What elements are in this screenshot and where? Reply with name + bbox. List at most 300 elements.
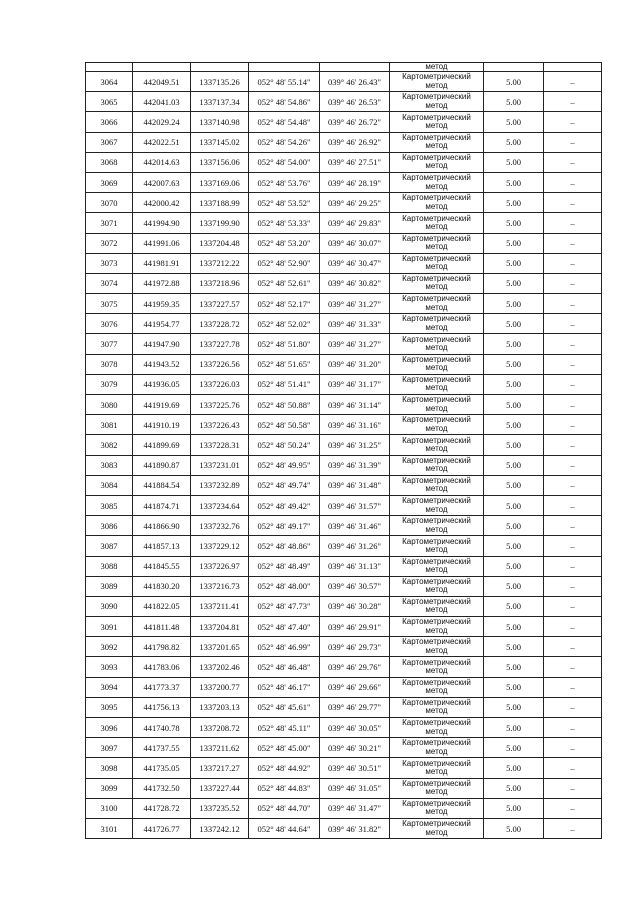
table-row	[86, 617, 602, 637]
latitude-cell: 052° 48' 51.41"	[249, 374, 320, 394]
method-line-1: Картометрический	[402, 112, 471, 122]
point-number-cell: 3073	[86, 253, 133, 273]
x-coordinate-cell: 441994.90	[133, 213, 191, 233]
method-cell	[390, 758, 484, 778]
table-cell	[191, 63, 249, 72]
accuracy-cell: 5.00	[484, 576, 544, 596]
y-coordinate-cell: 1337227.44	[191, 778, 249, 798]
y-coordinate-cell: 1337169.06	[191, 172, 249, 192]
note-cell: –	[544, 415, 602, 435]
x-coordinate-cell: 442014.63	[133, 152, 191, 172]
x-coordinate-cell: 442007.63	[133, 172, 191, 192]
x-coordinate-cell: 441959.35	[133, 294, 191, 314]
method-line-1: Картометрический	[402, 576, 471, 586]
method-line-1: Картометрический	[402, 233, 471, 243]
accuracy-cell: 5.00	[484, 536, 544, 556]
table-cell	[484, 63, 544, 72]
accuracy-cell: 5.00	[484, 152, 544, 172]
accuracy-cell: 5.00	[484, 294, 544, 314]
table-row	[86, 435, 602, 455]
y-coordinate-cell: 1337226.43	[191, 415, 249, 435]
latitude-cell: 052° 48' 44.92"	[249, 758, 320, 778]
latitude-cell: 052° 48' 52.61"	[249, 273, 320, 293]
table-row	[86, 475, 602, 495]
method-line-1: Картометрический	[402, 738, 471, 748]
point-number-cell: 3101	[86, 818, 133, 838]
longitude-cell: 039° 46' 31.27"	[320, 334, 390, 354]
method-line-2: метод	[425, 343, 448, 353]
x-coordinate-cell: 441728.72	[133, 798, 191, 818]
x-coordinate-cell: 441899.69	[133, 435, 191, 455]
point-number-cell: 3079	[86, 374, 133, 394]
method-line-1: Картометрический	[402, 92, 471, 102]
note-cell: –	[544, 92, 602, 112]
method-line-1: Картометрический	[402, 415, 471, 425]
longitude-cell: 039° 46' 29.76"	[320, 657, 390, 677]
longitude-cell: 039° 46' 31.14"	[320, 395, 390, 415]
table-row	[86, 193, 602, 213]
x-coordinate-cell: 441936.05	[133, 374, 191, 394]
note-cell: –	[544, 738, 602, 758]
y-coordinate-cell: 1337208.72	[191, 718, 249, 738]
longitude-cell: 039° 46' 30.21"	[320, 738, 390, 758]
point-number-cell: 3086	[86, 516, 133, 536]
latitude-cell: 052° 48' 51.80"	[249, 334, 320, 354]
method-cell	[390, 415, 484, 435]
x-coordinate-cell: 441756.13	[133, 697, 191, 717]
method-cell	[390, 556, 484, 576]
method-cell	[390, 435, 484, 455]
table-row	[86, 92, 602, 112]
table-row	[86, 273, 602, 293]
method-line-2: метод	[425, 201, 448, 211]
longitude-cell: 039° 46' 28.19"	[320, 172, 390, 192]
y-coordinate-cell: 1337211.62	[191, 738, 249, 758]
x-coordinate-cell: 441866.90	[133, 516, 191, 536]
point-number-cell: 3076	[86, 314, 133, 334]
accuracy-cell: 5.00	[484, 778, 544, 798]
method-line-2: метод	[425, 787, 448, 797]
longitude-cell: 039° 46' 29.66"	[320, 677, 390, 697]
point-number-cell: 3090	[86, 596, 133, 616]
longitude-cell: 039° 46' 31.47"	[320, 798, 390, 818]
method-cell	[390, 334, 484, 354]
method-line-1: Картометрический	[402, 637, 471, 647]
x-coordinate-cell: 441845.55	[133, 556, 191, 576]
accuracy-cell: 5.00	[484, 233, 544, 253]
method-line-1: Картометрический	[402, 152, 471, 162]
note-cell: –	[544, 152, 602, 172]
method-cell	[390, 617, 484, 637]
latitude-cell: 052° 48' 44.83"	[249, 778, 320, 798]
method-cell	[390, 92, 484, 112]
note-cell: –	[544, 132, 602, 152]
method-cell	[390, 72, 484, 92]
table-row	[86, 72, 602, 92]
y-coordinate-cell: 1337135.26	[191, 72, 249, 92]
latitude-cell: 052° 48' 54.86"	[249, 92, 320, 112]
latitude-cell: 052° 48' 49.95"	[249, 455, 320, 475]
accuracy-cell: 5.00	[484, 475, 544, 495]
note-cell: –	[544, 758, 602, 778]
x-coordinate-cell: 441981.91	[133, 253, 191, 273]
note-cell: –	[544, 354, 602, 374]
point-number-cell: 3096	[86, 718, 133, 738]
method-line-2: метод	[425, 827, 448, 837]
longitude-cell: 039° 46' 31.20"	[320, 354, 390, 374]
x-coordinate-cell: 441740.78	[133, 718, 191, 738]
method-line-2: метод	[425, 262, 448, 272]
accuracy-cell: 5.00	[484, 798, 544, 818]
method-cell	[390, 253, 484, 273]
table-cell	[86, 63, 133, 72]
accuracy-cell: 5.00	[484, 697, 544, 717]
method-cell	[390, 818, 484, 838]
method-cell	[390, 233, 484, 253]
method-line-2: метод	[425, 383, 448, 393]
point-number-cell: 3098	[86, 758, 133, 778]
method-line-2: метод	[425, 686, 448, 696]
accuracy-cell: 5.00	[484, 596, 544, 616]
note-cell: –	[544, 576, 602, 596]
table-row	[86, 233, 602, 253]
latitude-cell: 052° 48' 52.17"	[249, 294, 320, 314]
y-coordinate-cell: 1337226.97	[191, 556, 249, 576]
y-coordinate-cell: 1337232.76	[191, 516, 249, 536]
latitude-cell: 052° 48' 53.52"	[249, 193, 320, 213]
method-line-2: метод	[425, 565, 448, 575]
method-line-2: метод	[425, 423, 448, 433]
point-number-cell: 3068	[86, 152, 133, 172]
longitude-cell: 039° 46' 31.82"	[320, 818, 390, 838]
point-number-cell: 3077	[86, 334, 133, 354]
note-cell: –	[544, 253, 602, 273]
latitude-cell: 052° 48' 46.17"	[249, 677, 320, 697]
method-line-1: Картометрический	[402, 819, 471, 829]
x-coordinate-cell: 441884.54	[133, 475, 191, 495]
table-row	[86, 718, 602, 738]
method-line-2: метод	[425, 484, 448, 494]
method-cell	[390, 697, 484, 717]
y-coordinate-cell: 1337204.81	[191, 617, 249, 637]
method-line-2: метод	[425, 443, 448, 453]
method-line-1: Картометрический	[402, 173, 471, 183]
latitude-cell: 052° 48' 53.20"	[249, 233, 320, 253]
method-line-2: метод	[425, 302, 448, 312]
note-cell: –	[544, 596, 602, 616]
note-cell: –	[544, 273, 602, 293]
accuracy-cell: 5.00	[484, 617, 544, 637]
table-row	[86, 798, 602, 818]
method-line-1: Картометрический	[402, 395, 471, 405]
x-coordinate-cell: 441857.13	[133, 536, 191, 556]
table-row	[86, 738, 602, 758]
latitude-cell: 052° 48' 52.02"	[249, 314, 320, 334]
longitude-cell: 039° 46' 30.05"	[320, 718, 390, 738]
point-number-cell: 3064	[86, 72, 133, 92]
longitude-cell: 039° 46' 30.57"	[320, 576, 390, 596]
longitude-cell: 039° 46' 26.72"	[320, 112, 390, 132]
method-cell	[390, 677, 484, 697]
method-line-1: Картометрический	[402, 677, 471, 687]
method-line-1: Картометрический	[402, 475, 471, 485]
point-number-cell: 3097	[86, 738, 133, 758]
table-row	[86, 758, 602, 778]
table-row	[86, 576, 602, 596]
latitude-cell: 052° 48' 48.00"	[249, 576, 320, 596]
table-row	[86, 152, 602, 172]
accuracy-cell: 5.00	[484, 314, 544, 334]
latitude-cell: 052° 48' 46.99"	[249, 637, 320, 657]
method-cell	[390, 536, 484, 556]
x-coordinate-cell: 441947.90	[133, 334, 191, 354]
latitude-cell: 052° 48' 48.86"	[249, 536, 320, 556]
method-line-1: Картометрический	[402, 72, 471, 82]
method-cell	[390, 637, 484, 657]
accuracy-cell: 5.00	[484, 374, 544, 394]
accuracy-cell: 5.00	[484, 718, 544, 738]
point-number-cell: 3078	[86, 354, 133, 374]
longitude-cell: 039° 46' 31.33"	[320, 314, 390, 334]
method-line-2: метод	[425, 504, 448, 514]
method-line-1: Картометрический	[402, 516, 471, 526]
table-row	[86, 415, 602, 435]
accuracy-cell: 5.00	[484, 253, 544, 273]
method-line-1: Картометрический	[402, 193, 471, 203]
table-row	[86, 778, 602, 798]
point-number-cell: 3081	[86, 415, 133, 435]
accuracy-cell: 5.00	[484, 92, 544, 112]
longitude-cell: 039° 46' 31.39"	[320, 455, 390, 475]
method-cell	[390, 596, 484, 616]
accuracy-cell: 5.00	[484, 334, 544, 354]
note-cell: –	[544, 818, 602, 838]
y-coordinate-cell: 1337226.03	[191, 374, 249, 394]
accuracy-cell: 5.00	[484, 415, 544, 435]
method-line-1: Картометрический	[402, 213, 471, 223]
method-line-2: метод	[425, 403, 448, 413]
longitude-cell: 039° 46' 31.27"	[320, 294, 390, 314]
note-cell: –	[544, 798, 602, 818]
method-line-1: Картометрический	[402, 718, 471, 728]
table-row	[86, 334, 602, 354]
note-cell: –	[544, 395, 602, 415]
latitude-cell: 052° 48' 54.26"	[249, 132, 320, 152]
x-coordinate-cell: 441943.52	[133, 354, 191, 374]
note-cell: –	[544, 193, 602, 213]
method-cell	[390, 112, 484, 132]
point-number-cell: 3065	[86, 92, 133, 112]
method-line-1: Картометрический	[402, 536, 471, 546]
longitude-cell: 039° 46' 31.46"	[320, 516, 390, 536]
method-line-2: метод	[425, 726, 448, 736]
accuracy-cell: 5.00	[484, 677, 544, 697]
method-cell	[390, 294, 484, 314]
note-cell: –	[544, 112, 602, 132]
x-coordinate-cell: 441874.71	[133, 495, 191, 515]
accuracy-cell: 5.00	[484, 213, 544, 233]
x-coordinate-cell: 441910.19	[133, 415, 191, 435]
latitude-cell: 052° 48' 55.14"	[249, 72, 320, 92]
longitude-cell: 039° 46' 30.28"	[320, 596, 390, 616]
y-coordinate-cell: 1337203.13	[191, 697, 249, 717]
method-line-2: метод	[425, 524, 448, 534]
method-cell	[390, 132, 484, 152]
method-cell	[390, 718, 484, 738]
method-line-2: метод	[425, 666, 448, 676]
method-line-2: метод	[425, 585, 448, 595]
y-coordinate-cell: 1337227.57	[191, 294, 249, 314]
x-coordinate-cell: 441954.77	[133, 314, 191, 334]
latitude-cell: 052° 48' 45.11"	[249, 718, 320, 738]
longitude-cell: 039° 46' 29.77"	[320, 697, 390, 717]
point-number-cell: 3072	[86, 233, 133, 253]
table-cell	[133, 63, 191, 72]
longitude-cell: 039° 46' 31.13"	[320, 556, 390, 576]
longitude-cell: 039° 46' 31.05"	[320, 778, 390, 798]
latitude-cell: 052° 48' 50.58"	[249, 415, 320, 435]
longitude-cell: 039° 46' 26.53"	[320, 92, 390, 112]
x-coordinate-cell: 441798.82	[133, 637, 191, 657]
note-cell: –	[544, 294, 602, 314]
longitude-cell: 039° 46' 29.83"	[320, 213, 390, 233]
method-line-2: метод	[425, 80, 448, 90]
method-line-2: метод	[425, 464, 448, 474]
method-cell	[390, 798, 484, 818]
table-row	[86, 253, 602, 273]
longitude-cell: 039° 46' 31.17"	[320, 374, 390, 394]
latitude-cell: 052° 48' 45.61"	[249, 697, 320, 717]
y-coordinate-cell: 1337212.22	[191, 253, 249, 273]
note-cell: –	[544, 374, 602, 394]
point-number-cell: 3082	[86, 435, 133, 455]
point-number-cell: 3074	[86, 273, 133, 293]
note-cell: –	[544, 697, 602, 717]
method-line-1: Картометрический	[402, 354, 471, 364]
table-row	[86, 516, 602, 536]
longitude-cell: 039° 46' 30.51"	[320, 758, 390, 778]
longitude-cell: 039° 46' 30.82"	[320, 273, 390, 293]
latitude-cell: 052° 48' 46.48"	[249, 657, 320, 677]
note-cell: –	[544, 233, 602, 253]
point-number-cell: 3095	[86, 697, 133, 717]
accuracy-cell: 5.00	[484, 637, 544, 657]
method-line-2: метод	[425, 141, 448, 151]
table-row	[86, 697, 602, 717]
table-row	[86, 314, 602, 334]
y-coordinate-cell: 1337145.02	[191, 132, 249, 152]
latitude-cell: 052° 48' 49.17"	[249, 516, 320, 536]
x-coordinate-cell: 441991.06	[133, 233, 191, 253]
point-number-cell: 3092	[86, 637, 133, 657]
method-line-1: Картометрический	[402, 617, 471, 627]
note-cell: –	[544, 455, 602, 475]
latitude-cell: 052° 48' 47.40"	[249, 617, 320, 637]
method-line-2: метод	[425, 706, 448, 716]
latitude-cell: 052° 48' 49.42"	[249, 495, 320, 515]
accuracy-cell: 5.00	[484, 818, 544, 838]
y-coordinate-cell: 1337202.46	[191, 657, 249, 677]
table-row	[86, 556, 602, 576]
y-coordinate-cell: 1337227.78	[191, 334, 249, 354]
longitude-cell: 039° 46' 30.07"	[320, 233, 390, 253]
point-number-cell: 3066	[86, 112, 133, 132]
method-line-1: Картометрический	[402, 294, 471, 304]
method-line-1: Картометрический	[402, 778, 471, 788]
note-cell: –	[544, 435, 602, 455]
x-coordinate-cell: 442000.42	[133, 193, 191, 213]
coordinates-table	[85, 62, 602, 839]
method-line-1: Картометрический	[402, 314, 471, 324]
point-number-cell: 3089	[86, 576, 133, 596]
method-line-2: метод	[425, 605, 448, 615]
latitude-cell: 052° 48' 49.74"	[249, 475, 320, 495]
point-number-cell: 3080	[86, 395, 133, 415]
x-coordinate-cell: 441919.69	[133, 395, 191, 415]
latitude-cell: 052° 48' 44.70"	[249, 798, 320, 818]
method-line-1: Картометрический	[402, 657, 471, 667]
table-row	[86, 294, 602, 314]
y-coordinate-cell: 1337225.76	[191, 395, 249, 415]
point-number-cell: 3085	[86, 495, 133, 515]
longitude-cell: 039° 46' 27.51"	[320, 152, 390, 172]
note-cell: –	[544, 314, 602, 334]
method-line-2: метод	[425, 221, 448, 231]
y-coordinate-cell: 1337199.90	[191, 213, 249, 233]
method-cell	[390, 354, 484, 374]
point-number-cell: 3075	[86, 294, 133, 314]
y-coordinate-cell: 1337137.34	[191, 92, 249, 112]
accuracy-cell: 5.00	[484, 758, 544, 778]
point-number-cell: 3083	[86, 455, 133, 475]
method-line-1: Картометрический	[402, 698, 471, 707]
method-cell	[390, 273, 484, 293]
accuracy-cell: 5.00	[484, 273, 544, 293]
point-number-cell: 3069	[86, 172, 133, 192]
method-line-2: метод	[425, 161, 448, 171]
accuracy-cell: 5.00	[484, 556, 544, 576]
method-line-2: метод	[425, 625, 448, 635]
table-cell	[249, 63, 320, 72]
x-coordinate-cell: 441811.48	[133, 617, 191, 637]
longitude-cell: 039° 46' 30.47"	[320, 253, 390, 273]
latitude-cell: 052° 48' 44.64"	[249, 818, 320, 838]
table-row	[86, 395, 602, 415]
y-coordinate-cell: 1337217.27	[191, 758, 249, 778]
method-cell-tail: метод	[390, 63, 484, 72]
method-cell	[390, 314, 484, 334]
latitude-cell: 052° 48' 50.88"	[249, 395, 320, 415]
accuracy-cell: 5.00	[484, 132, 544, 152]
note-cell: –	[544, 677, 602, 697]
longitude-cell: 039° 46' 26.43"	[320, 72, 390, 92]
y-coordinate-cell: 1337204.48	[191, 233, 249, 253]
note-cell: –	[544, 172, 602, 192]
x-coordinate-cell: 441735.05	[133, 758, 191, 778]
note-cell: –	[544, 495, 602, 515]
method-line-2: метод	[425, 120, 448, 130]
point-number-cell: 3088	[86, 556, 133, 576]
table-row	[86, 354, 602, 374]
method-cell	[390, 193, 484, 213]
x-coordinate-cell: 441830.20	[133, 576, 191, 596]
method-cell	[390, 657, 484, 677]
method-line-2: метод	[425, 807, 448, 817]
longitude-cell: 039° 46' 31.25"	[320, 435, 390, 455]
note-cell: –	[544, 778, 602, 798]
note-cell: –	[544, 213, 602, 233]
y-coordinate-cell: 1337201.65	[191, 637, 249, 657]
